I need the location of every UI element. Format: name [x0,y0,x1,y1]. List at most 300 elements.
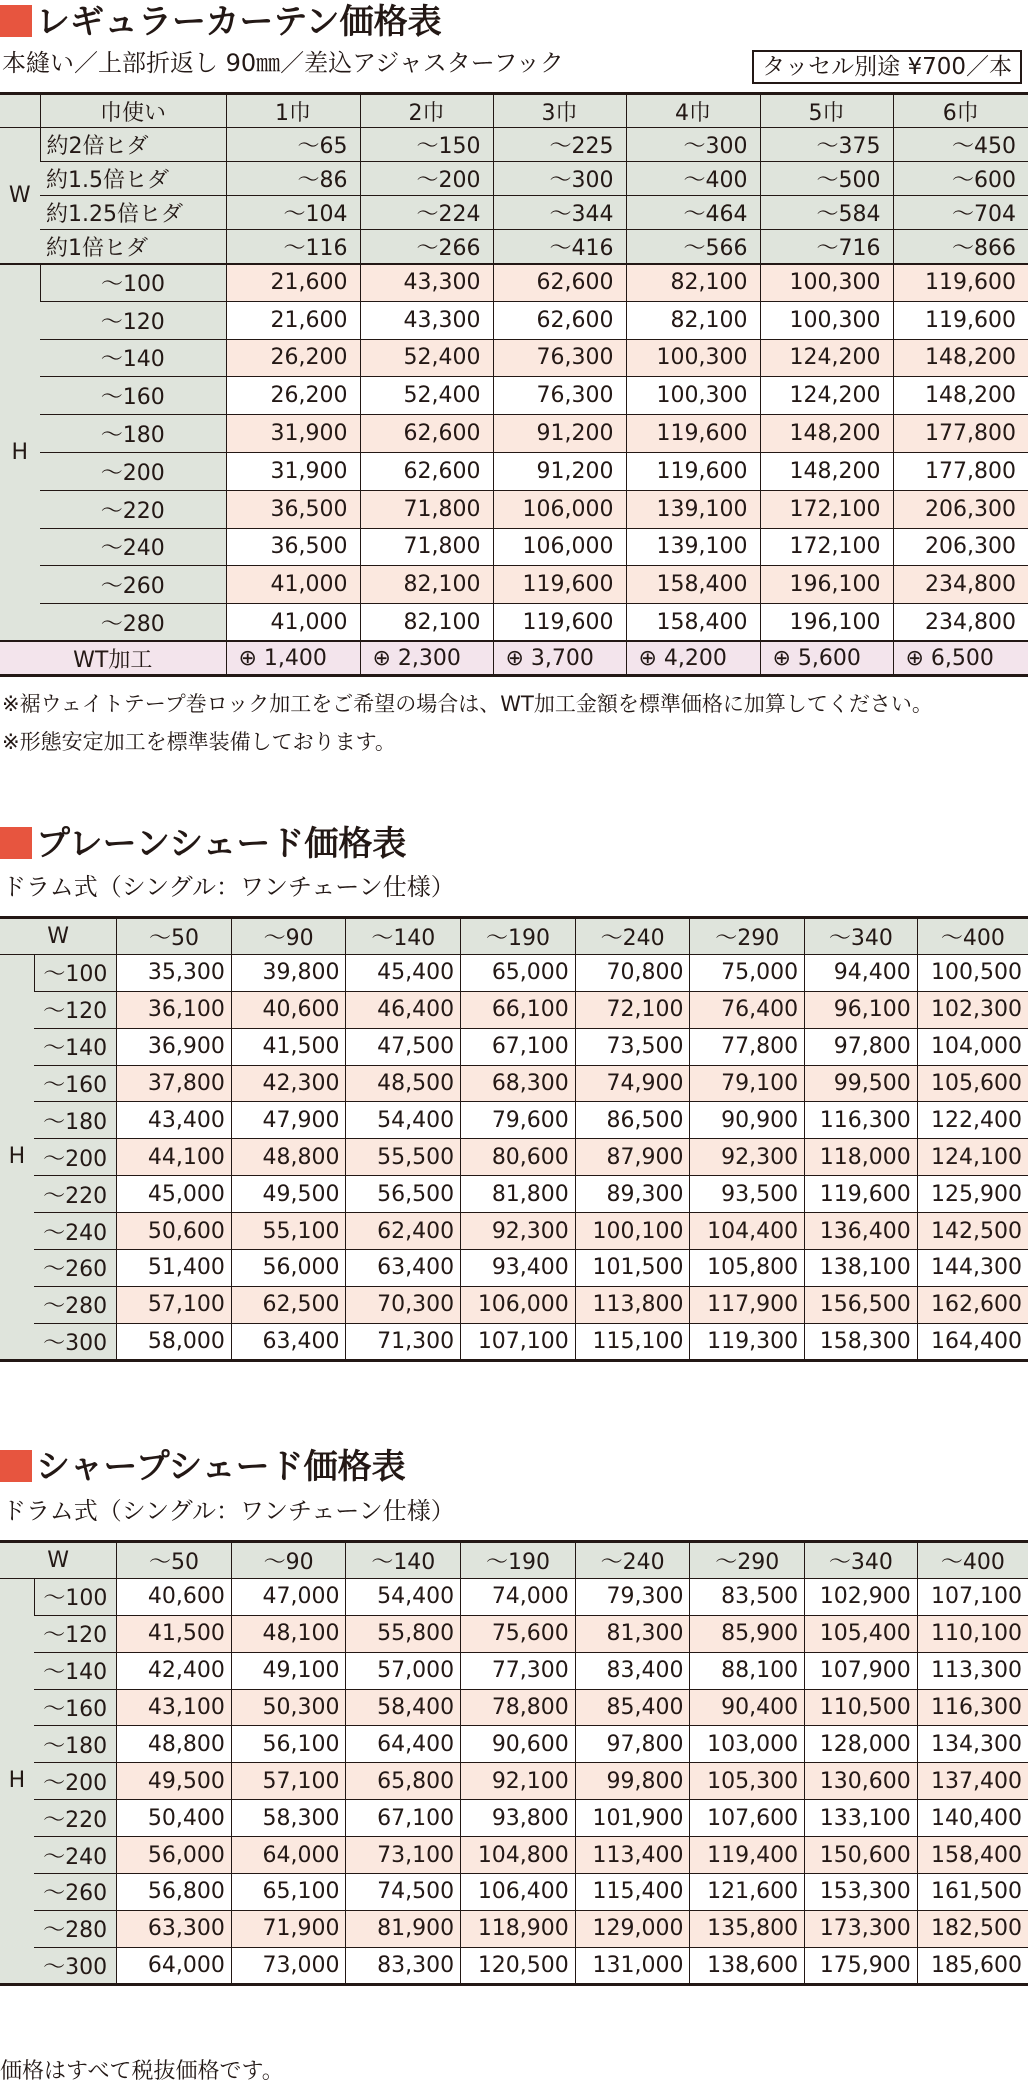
plain-price-cell: 105,800 [690,1250,805,1287]
regular-price-cell: 139,100 [626,490,760,528]
regular-price-cell: 177,800 [893,415,1028,453]
plain-price-cell: 125,900 [917,1176,1028,1213]
plain-price-cell: 73,500 [575,1028,690,1065]
sharp-h-row [0,1615,1028,1652]
regular-h-row [0,452,1028,490]
regular-w-row-label: 約1.5倍ヒダ [40,162,226,196]
regular-header-corner [0,94,40,128]
plain-w-header-label: W [0,918,117,955]
sharp-price-cell: 73,100 [346,1837,461,1874]
plain-price-cell: 119,300 [690,1323,805,1360]
sharp-width-header-cell: ～190 [461,1542,576,1579]
sharp-price-cell: 85,400 [575,1689,690,1726]
plain-price-cell: 35,300 [117,954,232,991]
sharp-width-header-cell: ～400 [917,1542,1028,1579]
sharp-subtitle: ドラム式（シングル：ワンチェーン仕様） [2,1497,455,1525]
plain-price-cell: 72,100 [575,991,690,1028]
regular-price-cell: 62,600 [360,452,493,490]
plain-price-cell: 92,300 [690,1139,805,1176]
sharp-title-text: シャープシェード価格表 [36,1447,406,1487]
sharp-price-cell: 99,800 [575,1763,690,1800]
plain-price-cell: 105,600 [917,1065,1028,1102]
plain-price-cell: 96,100 [805,991,918,1028]
regular-price-cell: 62,600 [360,415,493,453]
regular-price-cell: 106,000 [493,528,626,566]
sharp-h-row-label: ～220 [34,1800,116,1837]
sharp-price-cell: 138,600 [690,1947,805,1984]
regular-h-row-label: ～260 [40,566,226,604]
sharp-price-cell: 63,300 [117,1910,232,1947]
sharp-width-header-cell: ～90 [231,1542,346,1579]
plain-width-header-cell: ～90 [231,918,346,955]
regular-w-cell: ～86 [226,162,360,196]
regular-h-row-label: ～140 [40,339,226,377]
plain-h-row-label: ～160 [34,1065,116,1102]
plain-price-cell: 37,800 [117,1065,232,1102]
sharp-price-cell: 107,600 [690,1800,805,1837]
regular-subtitle: 本縫い／上部折返し 90㎜／差込アジャスターフック [2,49,564,77]
regular-price-cell: 43,300 [360,264,493,302]
regular-w-cell: ～65 [226,128,360,162]
sharp-price-cell: 135,800 [690,1910,805,1947]
sharp-price-cell: 58,400 [346,1689,461,1726]
regular-price-cell: 21,600 [226,264,360,302]
regular-h-row [0,604,1028,642]
regular-price-cell: 148,200 [893,339,1028,377]
sharp-price-cell: 79,300 [575,1578,690,1615]
plain-width-header-cell: ～400 [917,918,1028,955]
regular-h-row [0,415,1028,453]
regular-w-cell: ～300 [493,162,626,196]
regular-price-cell: 148,200 [760,415,893,453]
sharp-price-cell: 173,300 [805,1910,918,1947]
regular-h-row-label: ～100 [40,264,226,302]
sharp-h-row-label: ～160 [34,1689,116,1726]
plain-price-cell: 71,300 [346,1323,461,1360]
plain-h-row-label: ～240 [34,1213,116,1250]
regular-w-cell: ～375 [760,128,893,162]
regular-price-cell: 62,600 [493,301,626,339]
regular-price-cell: 119,600 [893,301,1028,339]
sharp-h-row [0,1800,1028,1837]
sharp-h-row [0,1874,1028,1911]
sharp-price-cell: 90,600 [461,1726,576,1763]
sharp-h-row-label: ～240 [34,1837,116,1874]
plain-price-cell: 62,500 [231,1286,346,1323]
plain-price-cell: 136,400 [805,1213,918,1250]
plain-price-cell: 36,900 [117,1028,232,1065]
regular-h-row [0,301,1028,339]
plain-price-cell: 55,500 [346,1139,461,1176]
regular-header-cell: 3巾 [493,94,626,128]
plain-h-row [0,954,1028,991]
sharp-price-cell: 113,400 [575,1837,690,1874]
plain-price-cell: 138,100 [805,1250,918,1287]
plain-price-cell: 70,300 [346,1286,461,1323]
regular-wt-row [0,641,1028,675]
sharp-price-cell: 97,800 [575,1726,690,1763]
plain-price-cell: 46,400 [346,991,461,1028]
regular-price-cell: 41,000 [226,566,360,604]
plain-price-cell: 45,000 [117,1176,232,1213]
plain-h-row-label: ～120 [34,991,116,1028]
sharp-width-header-cell: ～140 [346,1542,461,1579]
regular-wt-cell: ⊕ 1,400 [226,641,360,675]
regular-header-cell: 2巾 [360,94,493,128]
sharp-price-cell: 65,800 [346,1763,461,1800]
sharp-h-row-label: ～100 [34,1578,116,1615]
sharp-price-cell: 74,500 [346,1874,461,1911]
plain-price-cell: 68,300 [461,1065,576,1102]
sharp-price-cell: 56,100 [231,1726,346,1763]
plain-price-cell: 93,500 [690,1176,805,1213]
regular-w-row [0,196,1028,230]
sharp-price-cell: 81,300 [575,1615,690,1652]
plain-price-cell: 51,400 [117,1250,232,1287]
sharp-price-cell: 137,400 [917,1763,1028,1800]
plain-price-cell: 94,400 [805,954,918,991]
regular-price-cell: 119,600 [493,566,626,604]
sharp-price-cell: 106,400 [461,1874,576,1911]
regular-w-row-label: 約1倍ヒダ [40,230,226,264]
plain-price-cell: 41,500 [231,1028,346,1065]
regular-price-cell: 158,400 [626,566,760,604]
sharp-h-row-label: ～280 [34,1910,116,1947]
regular-w-cell: ～716 [760,230,893,264]
sharp-h-row [0,1726,1028,1763]
plain-price-cell: 65,000 [461,954,576,991]
sharp-price-cell: 103,000 [690,1726,805,1763]
plain-h-side-label: H [0,954,34,1360]
regular-price-cell: 91,200 [493,415,626,453]
regular-price-cell: 26,200 [226,377,360,415]
regular-wt-cell: ⊕ 3,700 [493,641,626,675]
plain-width-header-cell: ～190 [461,918,576,955]
plain-price-cell: 47,500 [346,1028,461,1065]
sharp-h-row [0,1689,1028,1726]
plain-price-cell: 42,300 [231,1065,346,1102]
sharp-h-row-label: ～120 [34,1615,116,1652]
regular-w-cell: ～200 [360,162,493,196]
regular-price-cell: 172,100 [760,490,893,528]
plain-h-row-label: ～260 [34,1250,116,1287]
regular-price-cell: 36,500 [226,490,360,528]
sharp-price-cell: 110,100 [917,1615,1028,1652]
sharp-price-cell: 161,500 [917,1874,1028,1911]
plain-price-cell: 56,500 [346,1176,461,1213]
regular-w-row [0,128,1028,162]
sharp-price-cell: 131,000 [575,1947,690,1984]
regular-w-cell: ～225 [493,128,626,162]
plain-price-cell: 77,800 [690,1028,805,1065]
plain-price-cell: 102,300 [917,991,1028,1028]
plain-h-row [0,1102,1028,1139]
sharp-price-cell: 48,100 [231,1615,346,1652]
sharp-price-cell: 47,000 [231,1578,346,1615]
sharp-price-cell: 101,900 [575,1800,690,1837]
regular-h-row-label: ～240 [40,528,226,566]
plain-price-cell: 92,300 [461,1213,576,1250]
plain-price-cell: 57,100 [117,1286,232,1323]
regular-header-row [0,94,1028,128]
regular-price-cell: 139,100 [626,528,760,566]
regular-price-cell: 100,300 [760,301,893,339]
regular-price-cell: 206,300 [893,490,1028,528]
plain-price-cell: 63,400 [231,1323,346,1360]
sharp-price-cell: 64,000 [117,1947,232,1984]
plain-title [0,824,406,864]
plain-price-cell: 90,900 [690,1102,805,1139]
regular-price-cell: 234,800 [893,604,1028,642]
regular-price-cell: 196,100 [760,604,893,642]
sharp-price-cell: 49,500 [117,1763,232,1800]
sharp-price-cell: 74,000 [461,1578,576,1615]
plain-price-cell: 50,600 [117,1213,232,1250]
plain-h-row-label: ～140 [34,1028,116,1065]
sharp-price-cell: 140,400 [917,1800,1028,1837]
sharp-price-cell: 77,300 [461,1652,576,1689]
plain-h-row-label: ～100 [34,954,116,991]
plain-h-row [0,991,1028,1028]
regular-price-cell: 31,900 [226,415,360,453]
sharp-price-cell: 105,400 [805,1615,918,1652]
sharp-price-cell: 83,400 [575,1652,690,1689]
sharp-price-cell: 54,400 [346,1578,461,1615]
plain-price-cell: 76,400 [690,991,805,1028]
plain-price-cell: 164,400 [917,1323,1028,1360]
regular-header-cell: 6巾 [893,94,1028,128]
plain-width-header-cell: ～290 [690,918,805,955]
regular-price-cell: 119,600 [626,415,760,453]
regular-price-cell: 119,600 [893,264,1028,302]
plain-price-cell: 54,400 [346,1102,461,1139]
plain-price-cell: 58,000 [117,1323,232,1360]
plain-h-row [0,1250,1028,1287]
plain-price-cell: 36,100 [117,991,232,1028]
plain-price-cell: 80,600 [461,1139,576,1176]
plain-price-cell: 158,300 [805,1323,918,1360]
plain-price-cell: 67,100 [461,1028,576,1065]
sharp-price-cell: 64,400 [346,1726,461,1763]
plain-h-row-label: ～280 [34,1286,116,1323]
plain-price-cell: 48,500 [346,1065,461,1102]
sharp-price-cell: 88,100 [690,1652,805,1689]
regular-price-cell: 52,400 [360,339,493,377]
sharp-price-cell: 75,600 [461,1615,576,1652]
sharp-price-cell: 81,900 [346,1910,461,1947]
plain-price-cell: 117,900 [690,1286,805,1323]
tax-footer-note: 価格はすべて税抜価格です。 [0,2059,284,2084]
plain-price-cell: 119,600 [805,1176,918,1213]
regular-header-cell: 1巾 [226,94,360,128]
plain-price-cell: 55,100 [231,1213,346,1250]
regular-price-cell: 172,100 [760,528,893,566]
regular-wt-cell: ⊕ 6,500 [893,641,1028,675]
regular-h-row [0,264,1028,302]
sharp-w-header-label: W [0,1542,117,1579]
regular-price-cell: 177,800 [893,452,1028,490]
regular-h-row [0,566,1028,604]
regular-price-cell: 196,100 [760,566,893,604]
regular-price-cell: 82,100 [626,264,760,302]
regular-w-row [0,162,1028,196]
regular-h-row [0,339,1028,377]
plain-h-row [0,1028,1028,1065]
plain-price-cell: 113,800 [575,1286,690,1323]
regular-price-cell: 36,500 [226,528,360,566]
plain-price-cell: 79,600 [461,1102,576,1139]
plain-price-cell: 122,400 [917,1102,1028,1139]
sharp-price-cell: 78,800 [461,1689,576,1726]
regular-price-table [0,92,1028,677]
sharp-price-cell: 43,100 [117,1689,232,1726]
sharp-h-row [0,1910,1028,1947]
sharp-h-row [0,1763,1028,1800]
sharp-price-cell: 182,500 [917,1910,1028,1947]
regular-w-cell: ～566 [626,230,760,264]
sharp-price-cell: 71,900 [231,1910,346,1947]
plain-subtitle: ドラム式（シングル：ワンチェーン仕様） [2,873,455,901]
plain-h-row [0,1286,1028,1323]
title-marker-icon [0,1450,32,1482]
plain-price-cell: 56,000 [231,1250,346,1287]
plain-price-cell: 116,300 [805,1102,918,1139]
regular-note-2: ※形態安定加工を標準装備しております。 [2,730,396,754]
plain-price-cell: 100,500 [917,954,1028,991]
sharp-h-row-label: ～200 [34,1763,116,1800]
plain-h-row-label: ～200 [34,1139,116,1176]
regular-h-row-label: ～180 [40,415,226,453]
sharp-h-row [0,1652,1028,1689]
sharp-price-cell: 65,100 [231,1874,346,1911]
sharp-h-row-label: ～140 [34,1652,116,1689]
regular-h-row [0,528,1028,566]
regular-w-cell: ～416 [493,230,626,264]
regular-w-cell: ～266 [360,230,493,264]
regular-price-cell: 106,000 [493,490,626,528]
sharp-price-cell: 115,400 [575,1874,690,1911]
regular-price-cell: 52,400 [360,377,493,415]
regular-w-cell: ～600 [893,162,1028,196]
regular-w-cell: ～116 [226,230,360,264]
sharp-price-cell: 158,400 [917,1837,1028,1874]
plain-price-cell: 40,600 [231,991,346,1028]
sharp-price-cell: 50,400 [117,1800,232,1837]
sharp-price-cell: 185,600 [917,1947,1028,1984]
sharp-price-cell: 150,600 [805,1837,918,1874]
regular-price-cell: 82,100 [626,301,760,339]
sharp-price-cell: 93,800 [461,1800,576,1837]
sharp-price-cell: 83,500 [690,1578,805,1615]
plain-price-cell: 62,400 [346,1213,461,1250]
regular-w-cell: ～300 [626,128,760,162]
plain-price-cell: 79,100 [690,1065,805,1102]
regular-price-cell: 41,000 [226,604,360,642]
sharp-header-row [0,1542,1028,1579]
sharp-h-row-label: ～300 [34,1947,116,1984]
regular-w-side-label: W [0,128,40,264]
regular-w-cell: ～704 [893,196,1028,230]
sharp-price-cell: 41,500 [117,1615,232,1652]
regular-price-cell: 124,200 [760,339,893,377]
plain-width-header-cell: ～240 [575,918,690,955]
sharp-width-header-cell: ～240 [575,1542,690,1579]
regular-price-cell: 71,800 [360,528,493,566]
sharp-price-cell: 64,000 [231,1837,346,1874]
plain-title-text: プレーンシェード価格表 [36,824,407,864]
plain-price-cell: 93,400 [461,1250,576,1287]
plain-price-cell: 70,800 [575,954,690,991]
regular-wt-cell: ⊕ 5,600 [760,641,893,675]
plain-h-row-label: ～300 [34,1323,116,1360]
sharp-price-cell: 92,100 [461,1763,576,1800]
plain-price-cell: 86,500 [575,1102,690,1139]
sharp-price-cell: 90,400 [690,1689,805,1726]
plain-price-cell: 81,800 [461,1176,576,1213]
plain-price-cell: 106,000 [461,1286,576,1323]
plain-h-row [0,1323,1028,1360]
regular-price-cell: 148,200 [760,452,893,490]
plain-price-cell: 75,000 [690,954,805,991]
plain-price-cell: 104,400 [690,1213,805,1250]
sharp-price-cell: 120,500 [461,1947,576,1984]
sharp-price-cell: 153,300 [805,1874,918,1911]
regular-price-cell: 62,600 [493,264,626,302]
regular-price-cell: 234,800 [893,566,1028,604]
plain-price-cell: 118,000 [805,1139,918,1176]
plain-price-cell: 156,500 [805,1286,918,1323]
sharp-price-cell: 48,800 [117,1726,232,1763]
plain-price-cell: 99,500 [805,1065,918,1102]
sharp-price-cell: 175,900 [805,1947,918,1984]
sharp-price-cell: 83,300 [346,1947,461,1984]
plain-price-cell: 74,900 [575,1065,690,1102]
plain-price-cell: 144,300 [917,1250,1028,1287]
plain-width-header-cell: ～50 [117,918,232,955]
regular-price-cell: 206,300 [893,528,1028,566]
sharp-price-cell: 85,900 [690,1615,805,1652]
sharp-price-cell: 104,800 [461,1837,576,1874]
sharp-price-cell: 128,000 [805,1726,918,1763]
sharp-price-cell: 50,300 [231,1689,346,1726]
plain-price-table [0,916,1028,1362]
plain-price-cell: 162,600 [917,1286,1028,1323]
regular-w-cell: ～150 [360,128,493,162]
regular-h-row-label: ～200 [40,452,226,490]
plain-h-row [0,1139,1028,1176]
regular-w-cell: ～584 [760,196,893,230]
sharp-width-header-cell: ～50 [117,1542,232,1579]
plain-price-cell: 87,900 [575,1139,690,1176]
sharp-price-cell: 110,500 [805,1689,918,1726]
sharp-price-cell: 121,600 [690,1874,805,1911]
sharp-price-cell: 119,400 [690,1837,805,1874]
plain-price-cell: 45,400 [346,954,461,991]
sharp-price-cell: 105,300 [690,1763,805,1800]
plain-price-cell: 49,500 [231,1176,346,1213]
sharp-h-row-label: ～260 [34,1874,116,1911]
sharp-price-cell: 55,800 [346,1615,461,1652]
regular-w-row-label: 約2倍ヒダ [40,128,226,162]
sharp-price-cell: 116,300 [917,1689,1028,1726]
plain-h-row-label: ～180 [34,1102,116,1139]
sharp-width-header-cell: ～340 [805,1542,918,1579]
regular-h-side-label: H [0,264,40,642]
regular-price-cell: 148,200 [893,377,1028,415]
sharp-h-row-label: ～180 [34,1726,116,1763]
plain-h-row-label: ～220 [34,1176,116,1213]
regular-h-row-label: ～160 [40,377,226,415]
